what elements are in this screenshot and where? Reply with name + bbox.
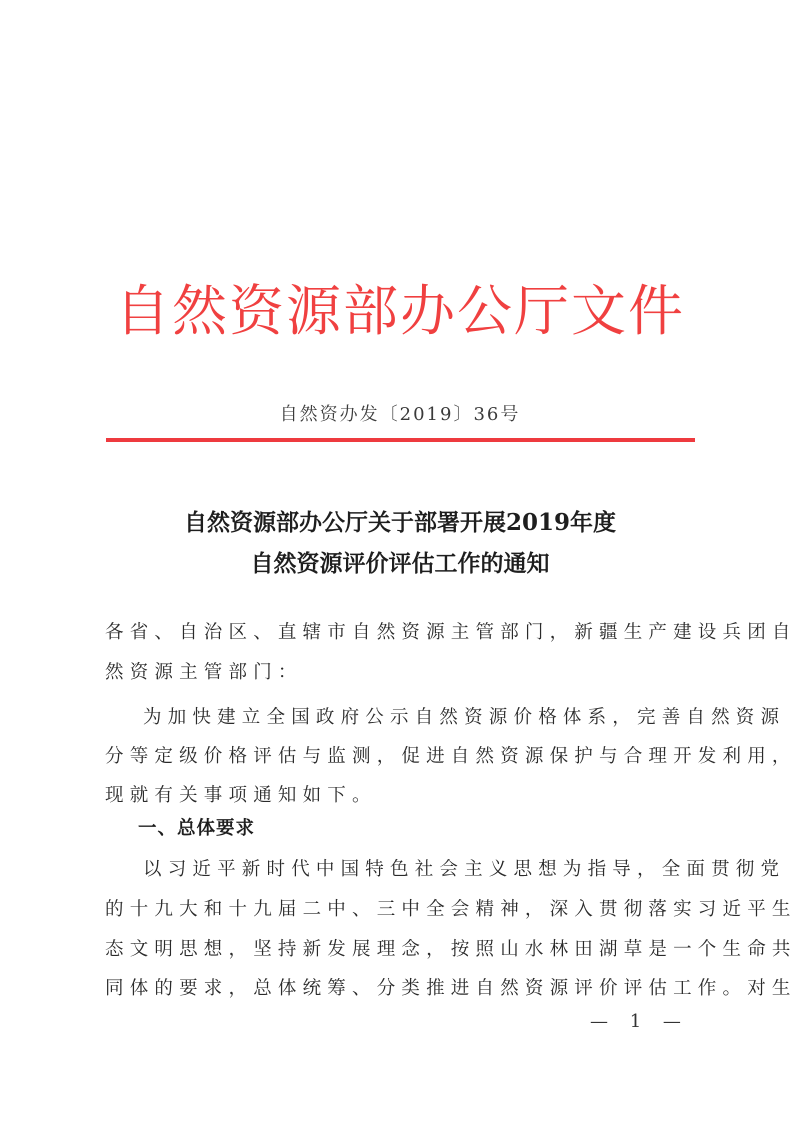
document-number: 自然资办发〔2019〕36号 (279, 404, 521, 425)
document-title-line-2: 自然资源评价评估工作的通知 (250, 550, 550, 577)
intro-line-1: 为加快建立全国政府公示自然资源价格体系，完善自然资源 (143, 707, 786, 728)
section-heading-overall-requirements: 一、总体要求 (138, 818, 256, 839)
issuer-header: 自然资源部办公厅文件 (114, 279, 685, 343)
document-title-line-1: 自然资源部办公厅关于部署开展2019年度 (183, 509, 616, 536)
page-number: — 1 — (590, 1011, 689, 1032)
intro-line-2: 分等定级价格评估与监测，促进自然资源保护与合理开发利用， (105, 746, 797, 767)
section-1-line-1: 以习近平新时代中国特色社会主义思想为指导，全面贯彻党 (143, 859, 786, 880)
addressee-line-2: 然资源主管部门： (105, 662, 303, 683)
section-1-line-4: 同体的要求，总体统筹、分类推进自然资源评价评估工作。对生 (105, 978, 797, 999)
red-divider-rule (106, 438, 695, 442)
intro-line-3: 现就有关事项通知如下。 (105, 785, 377, 806)
section-1-line-3: 态文明思想，坚持新发展理念，按照山水林田湖草是一个生命共 (105, 939, 797, 960)
addressee-line-1: 各省、自治区、直辖市自然资源主管部门，新疆生产建设兵团自 (105, 622, 797, 643)
section-1-line-2: 的十九大和十九届二中、三中全会精神，深入贯彻落实习近平生 (105, 899, 797, 920)
